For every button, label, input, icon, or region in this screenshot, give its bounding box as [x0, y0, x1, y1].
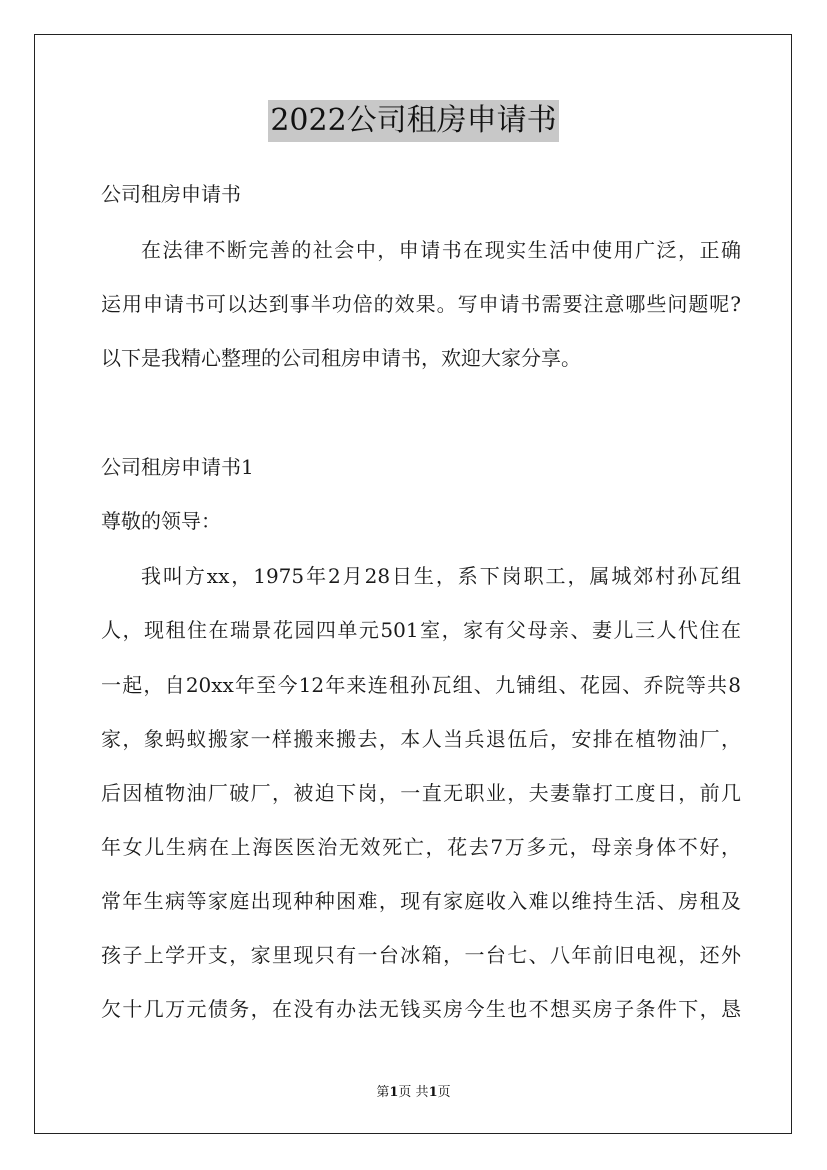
subsection-heading: 公司租房申请书1: [101, 455, 254, 479]
body-line-2: 人，现租住在瑞景花园四单元501室，家有父母亲、妻儿三人代住在: [101, 618, 741, 642]
body-line-3: 一起，自20xx年至今12年来连租孙瓦组、九铺组、花园、乔院等共8: [101, 673, 741, 697]
body-line-4: 家，象蚂蚁搬家一样搬来搬去，本人当兵退伍后，安排在植物油厂，: [101, 727, 741, 751]
intro-line-1: 在法律不断完善的社会中，申请书在现实生活中使用广泛，正确: [141, 238, 741, 262]
page-prefix: 第: [376, 1085, 390, 1100]
body-line-8: 孩子上学开支，家里现只有一台冰箱，一台七、八年前旧电视，还外: [101, 943, 741, 967]
page-mid: 页 共: [398, 1085, 429, 1100]
section-heading: 公司租房申请书: [101, 182, 241, 206]
body-line-9: 欠十几万元债务，在没有办法无钱买房今生也不想买房子条件下，恳: [101, 997, 741, 1021]
page-current: 1: [389, 1085, 399, 1100]
intro-line-2: 运用申请书可以达到事半功倍的效果。写申请书需要注意哪些问题呢?: [101, 292, 741, 316]
page-total: 1: [428, 1085, 438, 1100]
document-title: 2022公司租房申请书: [268, 100, 558, 142]
title-container: [0, 100, 827, 142]
salutation: 尊敬的领导：: [101, 509, 221, 533]
page-suffix: 页: [437, 1085, 451, 1100]
intro-line-3: 以下是我精心整理的公司租房申请书，欢迎大家分享。: [101, 346, 581, 370]
body-line-1: 我叫方xx，1975年2月28日生，系下岗职工，属城郊村孙瓦组: [141, 564, 741, 588]
body-line-6: 年女儿生病在上海医医治无效死亡，花去7万多元，母亲身体不好，: [101, 835, 741, 859]
body-line-5: 后因植物油厂破厂，被迫下岗，一直无职业，夫妻靠打工度日，前几: [101, 781, 741, 805]
body-line-7: 常年生病等家庭出现种种困难，现有家庭收入难以维持生活、房租及: [101, 889, 741, 913]
page-footer: [0, 1084, 827, 1102]
